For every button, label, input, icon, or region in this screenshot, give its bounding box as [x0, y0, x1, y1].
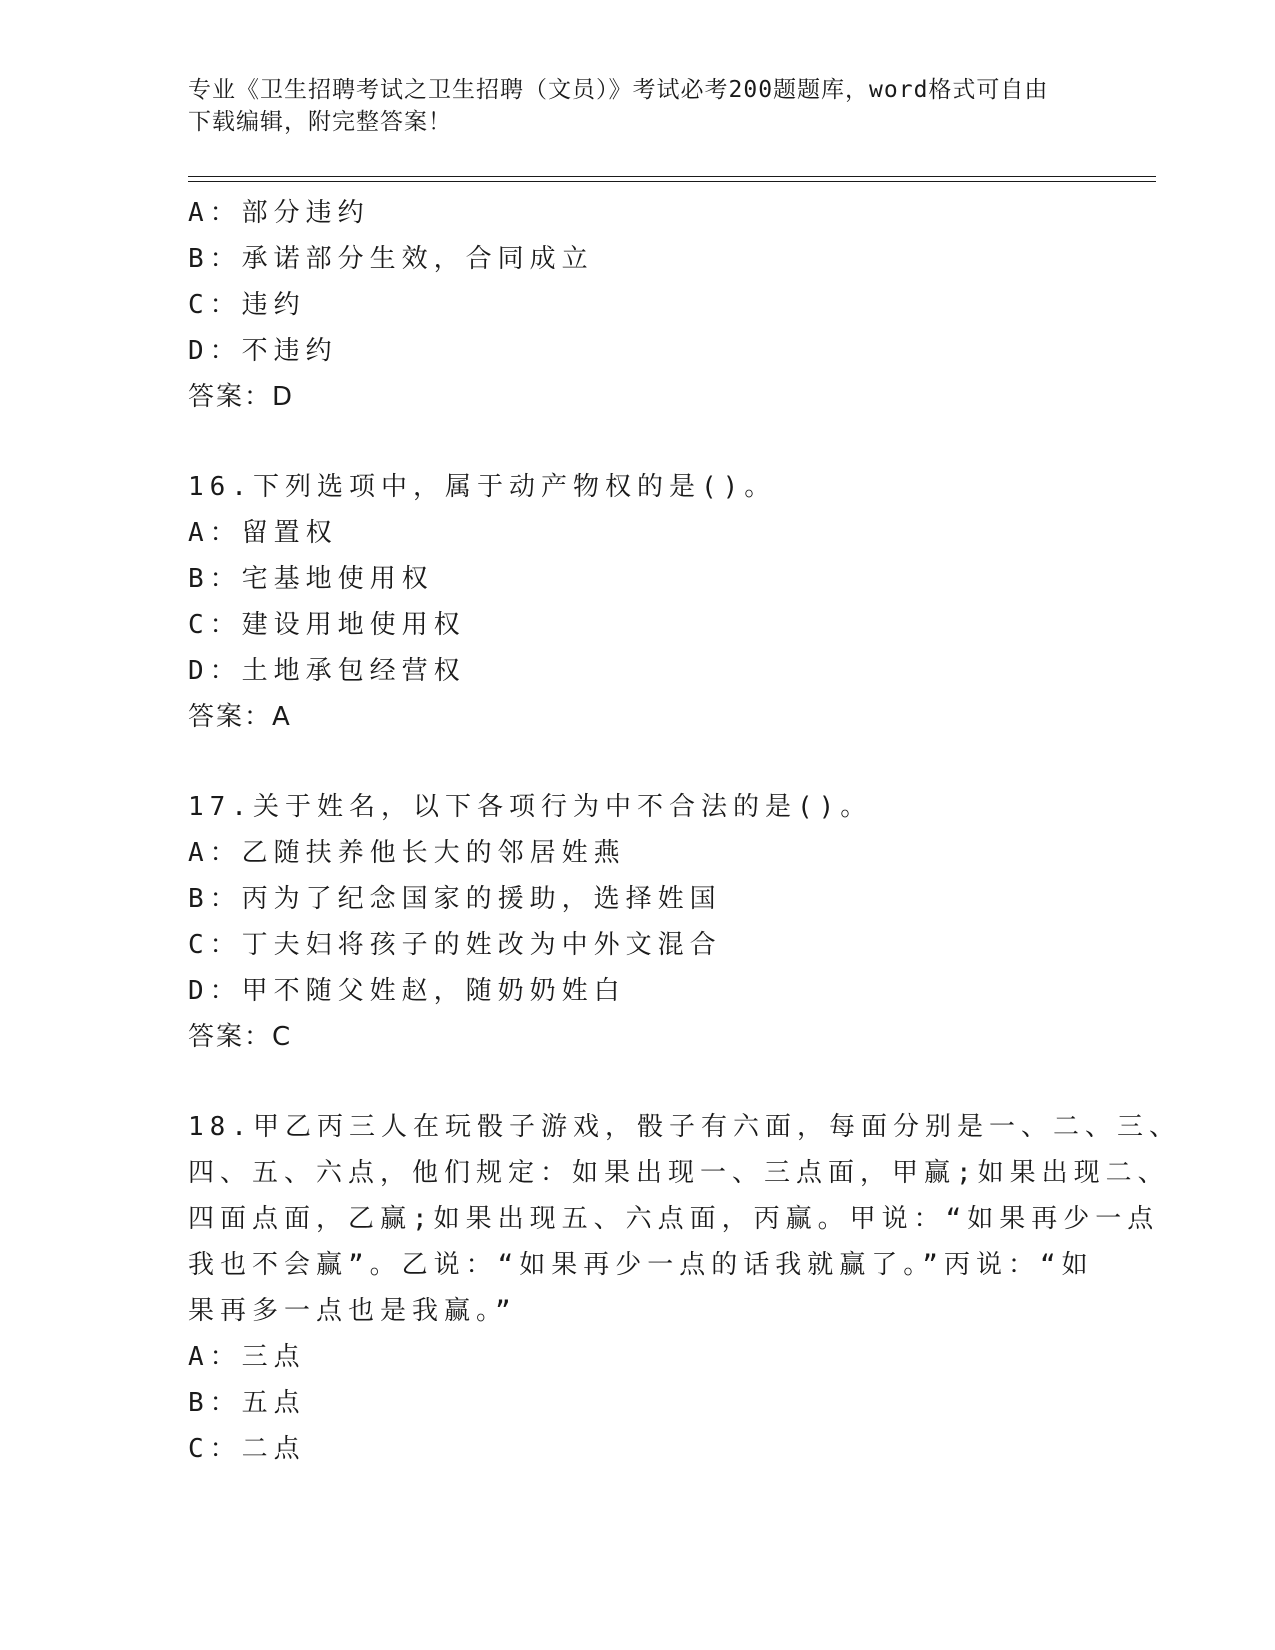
option-c: C：违约 [188, 290, 306, 320]
document-header [188, 74, 1068, 138]
answer: 答案：D [188, 382, 295, 412]
header-divider-bottom [188, 181, 1156, 182]
header-divider-top [188, 176, 1156, 177]
option-b: B：五点 [188, 1388, 306, 1418]
answer: 答案：C [188, 1022, 293, 1052]
stem-line: 18.甲乙丙三人在玩骰子游戏，骰子有六面，每面分别是一、二、三、 [188, 1112, 1181, 1142]
option-d: D：甲不随父姓赵，随奶奶姓白 [188, 976, 626, 1006]
stem-line: 我也不会赢”。乙说：“如果再少一点的话我就赢了。”丙说：“如 [188, 1250, 1094, 1280]
stem-line: 四、五、六点，他们规定：如果出现一、三点面，甲赢;如果出现二、 [188, 1158, 1170, 1188]
question-list [188, 190, 1181, 1472]
option-d: D：不违约 [188, 336, 338, 366]
question-16 [188, 464, 1088, 740]
option-c: C：建设用地使用权 [188, 610, 466, 640]
option-b: B：宅基地使用权 [188, 564, 434, 594]
option-a: A：乙随扶养他长大的邻居姓燕 [188, 838, 626, 868]
option-b: B：丙为了纪念国家的援助，选择姓国 [188, 884, 722, 914]
option-c: C：丁夫妇将孩子的姓改为中外文混合 [188, 930, 722, 960]
header-title: 专业《卫生招聘考试之卫生招聘（文员）》考试必考200题题库，word格式可自由下载编辑，附完整答案！ [188, 77, 1049, 135]
option-c: C：二点 [188, 1434, 306, 1464]
stem-line: 四面点面，乙赢;如果出现五、六点面，丙赢。甲说：“如果再少一点 [188, 1204, 1160, 1234]
question-15 [188, 190, 1088, 420]
option-a: A：三点 [188, 1342, 306, 1372]
option-b: B：承诺部分生效，合同成立 [188, 244, 594, 274]
question-stem: 17.关于姓名，以下各项行为中不合法的是()。 [188, 792, 873, 822]
answer: 答案：A [188, 702, 292, 732]
option-a: A：部分违约 [188, 198, 370, 228]
question-stem: 16.下列选项中，属于动产物权的是()。 [188, 472, 777, 502]
question-17 [188, 784, 1088, 1060]
option-a: A：留置权 [188, 518, 338, 548]
stem-line: 果再多一点也是我赢。” [188, 1296, 517, 1326]
option-d: D：土地承包经营权 [188, 656, 466, 686]
question-stem [188, 1104, 1181, 1334]
question-18 [188, 1104, 1181, 1472]
